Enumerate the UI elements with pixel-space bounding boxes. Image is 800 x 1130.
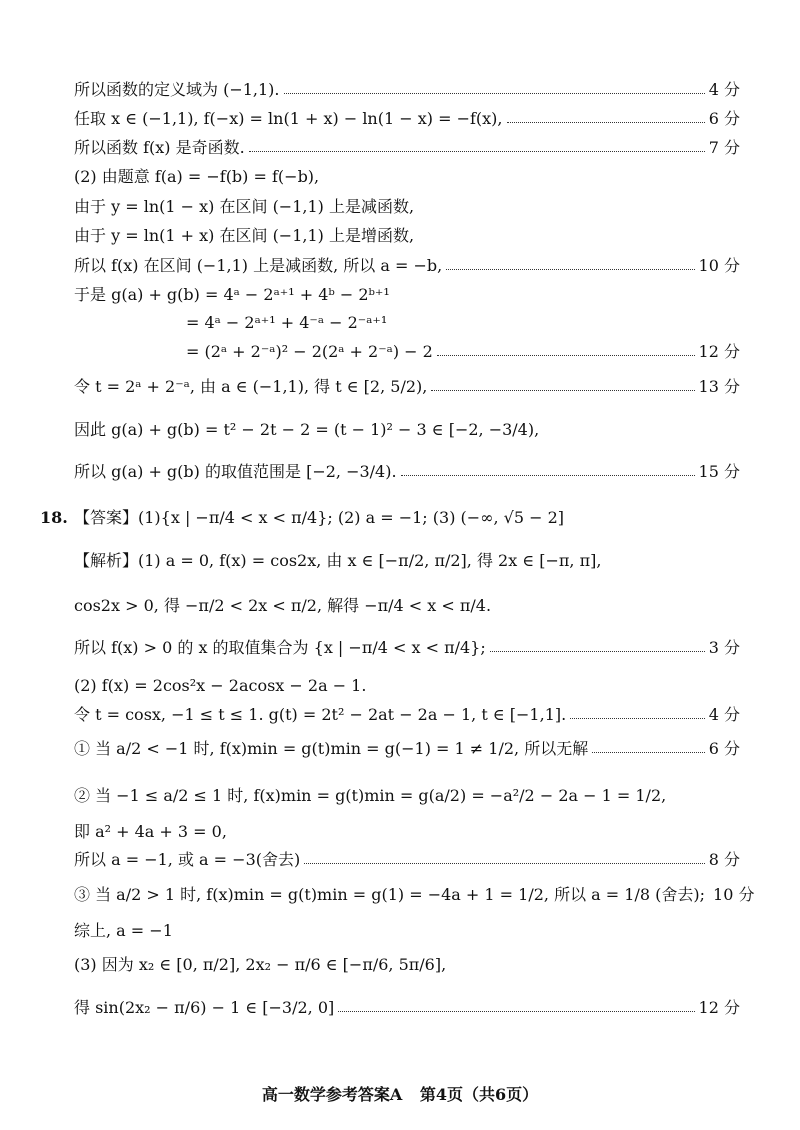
dot-leader [570,718,705,719]
answer-summary: 【答案】(1){x | −π/4 < x < π/4}; (2) a = −1; (3) (−∞, √5 − 2] [74,508,565,527]
footer-page-number: 第4页（共6页） [419,1085,539,1104]
answer-line: 令 t = cosx, −1 ≤ t ≤ 1. g(t) = 2t² − 2at − 2a − 1, t ∈ [−1,1]. 4 分 [74,705,740,724]
score-mark: 6 分 [708,109,740,128]
dot-leader [592,752,705,753]
answer-line: ① 当 a/2 < −1 时, f(x)min = g(t)min = g(−1) = 1 ≠ 1/2, 所以无解 6 分 [74,739,740,758]
dot-leader [431,390,694,391]
answer-line: 所以 a = −1, 或 a = −3(舍去) 8 分 [74,850,740,869]
answer-line: ② 当 −1 ≤ a/2 ≤ 1 时, f(x)min = g(t)min = g(a/2) = −a²/2 − 2a − 1 = 1/2, [74,786,667,805]
answer-line: 所以函数 f(x) 是奇函数. 7 分 [74,138,740,157]
score-mark: 7 分 [708,138,740,157]
score-mark: 4 分 [708,80,740,99]
dot-leader [401,475,695,476]
answer-line: = 4ᵃ − 2ᵃ⁺¹ + 4⁻ᵃ − 2⁻ᵃ⁺¹ [186,313,388,332]
score-mark: 10 分 [698,256,740,275]
score-mark: 8 分 [708,850,740,869]
score-mark: 12 分 [698,342,740,361]
answer-line: ③ 当 a/2 > 1 时, f(x)min = g(t)min = g(1) = −4a + 1 = 1/2, 所以 a = 1/8 (舍去); 10 分 [74,885,755,904]
answer-line: 所以函数的定义域为 (−1,1). 4 分 [74,80,740,99]
dot-leader [507,122,705,123]
score-mark: 13 分 [698,377,740,396]
answer-line: (2) 由题意 f(a) = −f(b) = f(−b), [74,167,320,186]
answer-line: 综上, a = −1 [74,921,173,940]
answer-line: 所以 f(x) 在区间 (−1,1) 上是减函数, 所以 a = −b, 10 分 [74,256,740,275]
answer-line: 令 t = 2ᵃ + 2⁻ᵃ, 由 a ∈ (−1,1), 得 t ∈ [2, 5/2), 13 分 [74,377,740,396]
answer-line: cos2x > 0, 得 −π/2 < 2x < π/2, 解得 −π/4 < x < π/4. [74,596,492,615]
answer-line: = (2ᵃ + 2⁻ᵃ)² − 2(2ᵃ + 2⁻ᵃ) − 2 12 分 [186,342,740,361]
answer-line: 由于 y = ln(1 + x) 在区间 (−1,1) 上是增函数, [74,226,415,245]
answer-line: (3) 因为 x₂ ∈ [0, π/2], 2x₂ − π/6 ∈ [−π/6, 5π/6], [74,955,447,974]
dot-leader [338,1011,694,1012]
answer-line: 因此 g(a) + g(b) = t² − 2t − 2 = (t − 1)² − 3 ∈ [−2, −3/4), [74,420,540,439]
dot-leader [446,269,694,270]
answer-line: (2) f(x) = 2cos²x − 2acosx − 2a − 1. [74,676,367,695]
dot-leader [437,355,695,356]
dot-leader [284,93,705,94]
dot-leader [490,651,705,652]
dot-leader [304,863,704,864]
score-mark: 15 分 [698,462,740,481]
score-mark: 3 分 [708,638,740,657]
score-mark: 10 分 [713,885,755,904]
score-mark: 6 分 [708,739,740,758]
answer-line: 任取 x ∈ (−1,1), f(−x) = ln(1 + x) − ln(1 − x) = −f(x), 6 分 [74,109,740,128]
question-number: 18. [40,508,68,527]
dot-leader [249,151,705,152]
footer-title: 高一数学参考答案A [261,1085,403,1104]
answer-line: 所以 f(x) > 0 的 x 的取值集合为 {x | −π/4 < x < π/4}; 3 分 [74,638,740,657]
score-mark: 12 分 [698,998,740,1017]
page-footer [0,1082,800,1105]
answer-line: 由于 y = ln(1 − x) 在区间 (−1,1) 上是减函数, [74,197,415,216]
answer-line: 得 sin(2x₂ − π/6) − 1 ∈ [−3/2, 0] 12 分 [74,998,740,1017]
score-mark: 4 分 [708,705,740,724]
answer-line: 【解析】(1) a = 0, f(x) = cos2x, 由 x ∈ [−π/2, π/2], 得 2x ∈ [−π, π], [74,551,602,570]
answer-line: 即 a² + 4a + 3 = 0, [74,822,227,841]
answer-line: 所以 g(a) + g(b) 的取值范围是 [−2, −3/4). 15 分 [74,462,740,481]
answer-line: 于是 g(a) + g(b) = 4ᵃ − 2ᵃ⁺¹ + 4ᵇ − 2ᵇ⁺¹ [74,285,390,304]
